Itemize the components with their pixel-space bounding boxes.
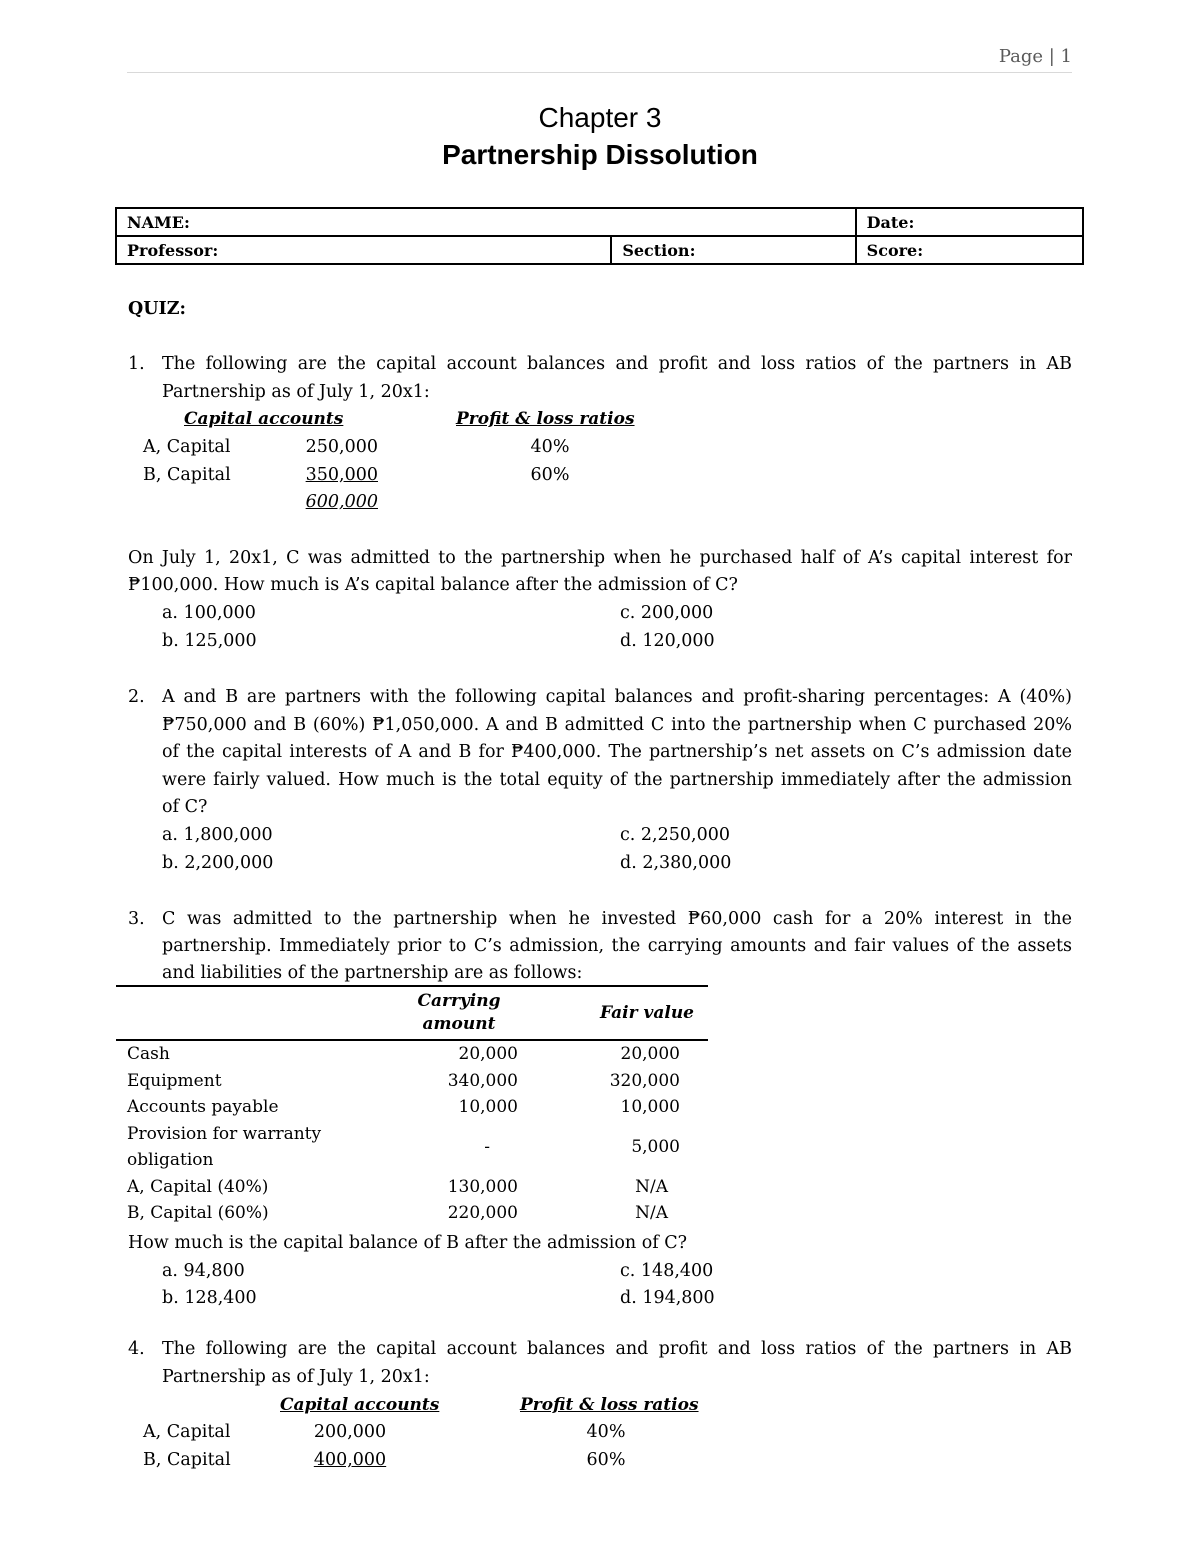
q4-number: 4. (128, 1339, 145, 1359)
q3-choice-d: d. 194,800 (620, 1288, 715, 1308)
table-row (116, 1200, 708, 1227)
q2-choice-a: a. 1,800,000 (162, 825, 273, 845)
row-carrying: 340,000 (447, 1070, 518, 1091)
row-label: Provision for warranty obligation (127, 1123, 322, 1170)
q2-line3: of the capital interests of A and B for ₱400,000. The partnership’s net assets on C’s admission date (162, 742, 1072, 762)
row-fair: 10,000 (620, 1097, 680, 1117)
q1-capital-header: Capital accounts (184, 409, 344, 429)
row-carrying: 130,000 (447, 1176, 518, 1197)
q2-choice-b: b. 2,200,000 (162, 853, 274, 873)
q2-choice-d: d. 2,380,000 (620, 853, 732, 873)
section-field[interactable]: Section: (611, 236, 855, 264)
q4-row-b-ratio: 60% (586, 1450, 626, 1470)
table-row (116, 1068, 708, 1095)
q1-ratio-header: Profit & loss ratios (456, 409, 635, 429)
carrying-amount-header (400, 986, 518, 1040)
header-divider (127, 72, 1072, 73)
table-row (116, 1094, 708, 1121)
q4-text-line1: The following are the capital account balances and profit and loss ratios of the partners in AB (162, 1339, 1072, 1359)
q2-number: 2. (128, 687, 145, 707)
row-label: Equipment (127, 1070, 222, 1091)
row-fair: N/A (635, 1203, 668, 1223)
q1-number: 1. (128, 354, 145, 374)
q3-line2: partnership. Immediately prior to C’s admission, the carrying amounts and fair values of the assets (162, 936, 1072, 956)
q3-number: 3. (128, 909, 145, 929)
q1-row-b-ratio: 60% (530, 465, 570, 485)
row-carrying: 20,000 (458, 1044, 518, 1064)
q1-row-b-label: B, Capital (143, 465, 231, 485)
q2-line1: A and B are partners with the following capital balances and profit-sharing percentages: A (40%) (162, 687, 1072, 707)
q1-row-a-label: A, Capital (143, 437, 231, 457)
q1-row-a-amount: 250,000 (305, 437, 378, 457)
table-header-row (116, 986, 708, 1040)
row-label: Accounts payable (127, 1097, 279, 1117)
q3-choice-a: a. 94,800 (162, 1261, 245, 1281)
quiz-heading: QUIZ: (128, 299, 186, 319)
table-row (116, 1040, 708, 1068)
row-fair: 20,000 (620, 1044, 680, 1064)
date-field[interactable]: Date: (856, 208, 1083, 236)
row-carrying: - (484, 1136, 490, 1157)
q1-text-line1: The following are the capital account balances and profit and loss ratios of the partners in AB (162, 354, 1072, 374)
row-carrying: 10,000 (458, 1097, 518, 1117)
row-label: Cash (127, 1044, 170, 1064)
q1-para-line2: ₱100,000. How much is A’s capital balance after the admission of C? (128, 575, 738, 595)
table-row (116, 1174, 708, 1201)
row-carrying: 220,000 (447, 1203, 518, 1223)
student-info-table (115, 207, 1084, 265)
q4-row-a-amount: 200,000 (313, 1422, 387, 1442)
table-row (116, 1121, 708, 1174)
q1-row-b-amount: 350,000 (305, 465, 378, 485)
q3-line3: and liabilities of the partnership are as follows: (162, 963, 583, 983)
score-field[interactable]: Score: (856, 236, 1083, 264)
q3-line1: C was admitted to the partnership when he invested ₱60,000 cash for a 20% interest in the (162, 909, 1072, 929)
q1-choice-b: b. 125,000 (162, 631, 257, 651)
document-title: Partnership Dissolution (442, 139, 758, 170)
row-fair: 320,000 (609, 1070, 680, 1091)
q2-line4: were fairly valued. How much is the total equity of the partnership immediately after the admission (162, 770, 1072, 790)
carrying-header-line1: Carrying (417, 991, 501, 1011)
q2-line2: ₱750,000 and B (60%) ₱1,050,000. A and B admitted C into the partnership when C purchased 20% (162, 715, 1072, 735)
q3-assets-table (116, 985, 708, 1227)
row-label: B, Capital (60%) (127, 1203, 269, 1223)
q2-line5: of C? (162, 797, 208, 817)
chapter-title: Chapter 3 (538, 102, 662, 133)
q1-row-a-ratio: 40% (530, 437, 570, 457)
page-number: Page | 1 (998, 46, 1072, 67)
row-label: A, Capital (40%) (127, 1176, 269, 1197)
q1-text-line2: Partnership as of July 1, 20x1: (162, 382, 430, 402)
q2-choice-c: c. 2,250,000 (620, 825, 730, 845)
row-fair: 5,000 (631, 1136, 680, 1157)
q4-text-line2: Partnership as of July 1, 20x1: (162, 1367, 430, 1387)
name-field[interactable]: NAME: (116, 208, 856, 236)
carrying-header-line2: amount (422, 1014, 496, 1034)
q1-total: 600,000 (305, 492, 378, 512)
q4-row-b-label: B, Capital (143, 1450, 231, 1470)
q3-choice-b: b. 128,400 (162, 1288, 257, 1308)
q1-choice-c: c. 200,000 (620, 603, 714, 623)
q4-row-a-label: A, Capital (143, 1422, 231, 1442)
q4-ratio-header: Profit & loss ratios (520, 1395, 699, 1415)
q3-choice-c: c. 148,400 (620, 1261, 714, 1281)
q4-capital-header: Capital accounts (280, 1395, 440, 1415)
q4-row-a-ratio: 40% (586, 1422, 626, 1442)
q4-row-b-amount: 400,000 (313, 1450, 387, 1470)
q1-para-line1: On July 1, 20x1, C was admitted to the partnership when he purchased half of A’s capital interest for (128, 548, 1072, 568)
fair-value-header: Fair value (518, 986, 708, 1040)
q1-choice-a: a. 100,000 (162, 603, 256, 623)
professor-field[interactable]: Professor: (116, 236, 611, 264)
q3-question: How much is the capital balance of B after the admission of C? (128, 1233, 688, 1253)
row-fair: N/A (635, 1176, 668, 1197)
q1-choice-d: d. 120,000 (620, 631, 715, 651)
